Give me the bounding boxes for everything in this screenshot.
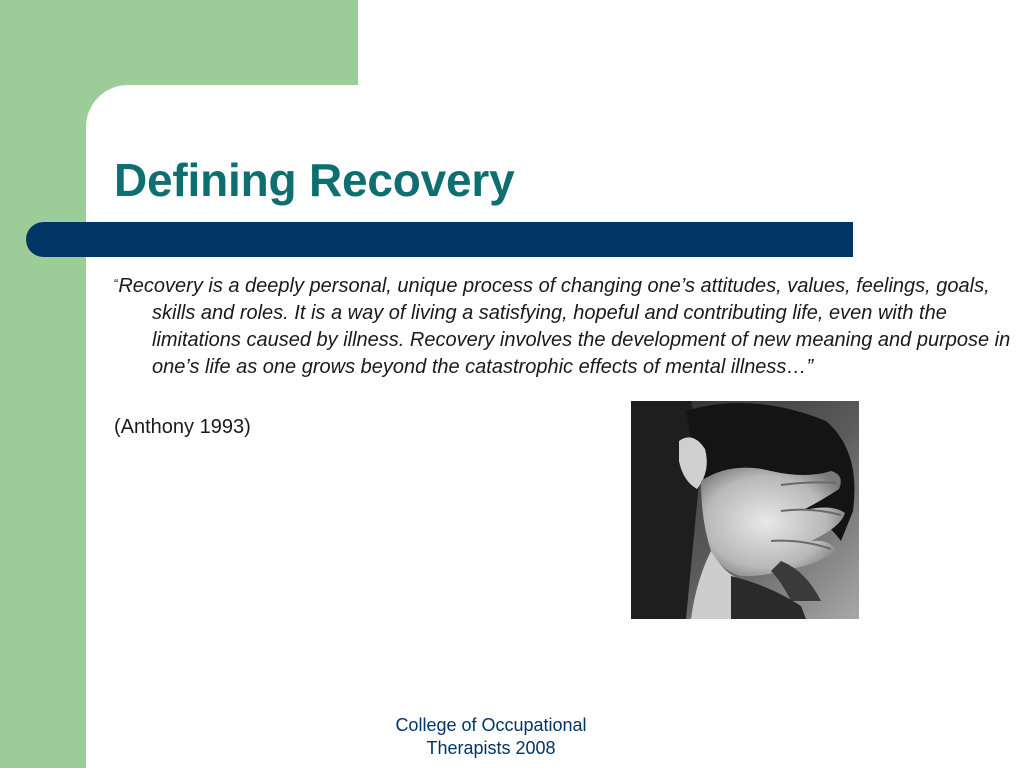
quote-close-mark: ” bbox=[806, 356, 814, 378]
quote-citation: (Anthony 1993) bbox=[114, 416, 251, 438]
slide-title: Defining Recovery bbox=[114, 154, 515, 206]
quote-open-mark: “ bbox=[114, 276, 119, 291]
person-covering-face-photo bbox=[631, 401, 859, 619]
quote-text: Recovery is a deeply personal, unique process of changing one’s attitudes, values, feelings, goals, skills and roles. It is a way of living a satisfying, hopeful and contributing life, even with the limitations caused by illness. Recovery involves the development of new meaning and purpose in one’s life as one grows beyond the catastrophic effects of mental illness… bbox=[118, 275, 1011, 378]
footer-line-2: Therapists 2008 bbox=[426, 738, 556, 758]
photo-graphic bbox=[631, 401, 859, 619]
footer-credit bbox=[361, 714, 621, 760]
title-accent-bar bbox=[26, 222, 853, 257]
recovery-quote bbox=[114, 270, 1024, 381]
footer-line-1: College of Occupational bbox=[395, 715, 587, 735]
